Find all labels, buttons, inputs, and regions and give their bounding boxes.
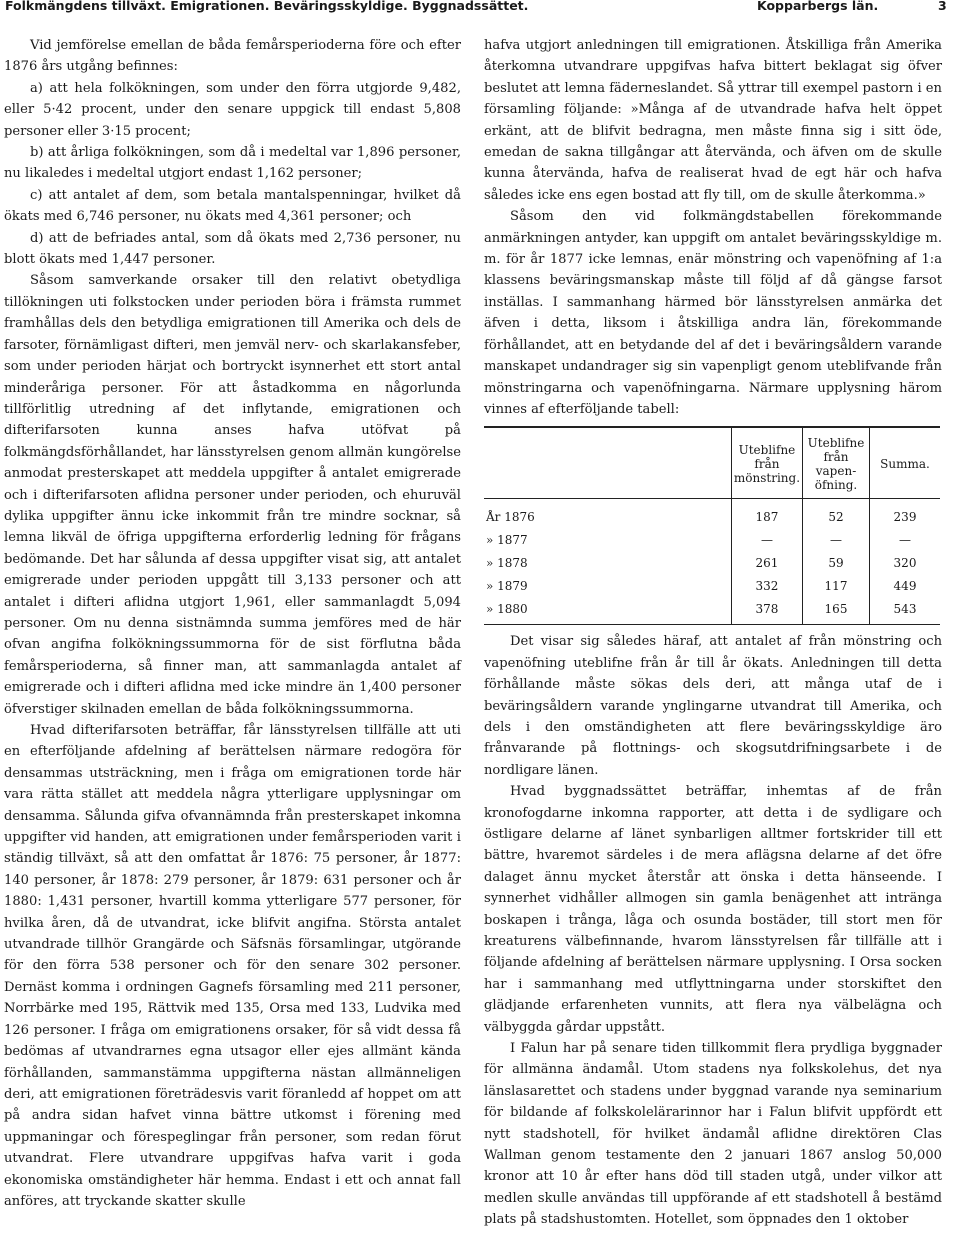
paragraph: Vid jemförelse emellan de båda femårsperioderna före och efter 1876 års utgång befinnes: — [4, 38, 461, 75]
table-cell: — — [803, 529, 870, 552]
table-cell: 59 — [803, 552, 870, 575]
table-cell-year: » 1879 — [486, 579, 528, 594]
paragraph: Såsom den vid folkmängdstabellen förekommande anmärkningen antyder, kan uppgift om antalet beväringsskyldige m. m. för år 1877 icke lemnas, enär mönstring och vapenöfning af 1:a klassens beväringsmanskap måste till följd af då gängse farsot inställas. I sammanhang härmed bör länsstyrelsen anmärka det äfven i detta, liksom i åtskilliga andra län, förekommande förhållandet, att en betydande del af det i beväringsåldern varande manskapet undandrager sig sin vapenpligt genom uteblifvande från mönstringarna och vapenöfningarna. Närmare upplysning härom vinnes af efterföljande tabell: — [484, 209, 942, 417]
table-row — [484, 552, 940, 575]
table-cell: 378 — [731, 598, 802, 625]
table-cell: 52 — [803, 499, 870, 530]
table-cell: 165 — [803, 598, 870, 625]
table-header: Uteblifne från mönstring. — [731, 427, 802, 499]
page-header — [0, 0, 960, 16]
table-cell-year: År 1876 — [486, 510, 535, 525]
header-county: Kopparbergs län. — [757, 0, 879, 13]
paragraph: Hvad difterifarsoten beträffar, får länsstyrelsen tillfälle att uti en efterföljande afdelning af berättelsen närmare redogöra för densammas utsträckning, men i fråga om emigrationen torde här vara rätta stället att meddela några ytterligare upplysningar om densamma. Sålunda gifva ofvannämnda från presterskapet inkomna uppgifter vid handen, att emigrationen under femårsperioden varit i ständig tillväxt, så att den omfattat år 1876: 75 personer, år 1877: 140 personer, år 1878: 279 personer, år 1879: 631 personer och år 1880: 1,431 personer, hvartill komma ytterligare 577 personer, för hvilka åren, då de utvandrat, icke blifvit angifna. Största antalet utvandrade tillhör Grangärde och Säfsnäs församlingar, utgörande för den förra 538 personer och för den senare 302 personer. Dernäst komma i ordningen Gagnefs församling med 211 personer, Norrbärke med 195, Rättvik med 135, Orsa med 133, Ludvika med 126 personer. I fråga om emigrationens orsaker, för så vidt dessa få bedömas af utvandrarnes egna utsagor eller ejes allmänt kända förhållanden, sammanstämma uppgifterna nästan allmänneligen deri, att emigrationen företrädesvis varit föranledd af hoppet om att på andra sidan hafvet vinna bättre utkomst i förening med uppmaningar och förespeglingar från personer, som redan förut utvandrat. Flere utvandrare uppgifvas hafva varit i goda ekonomiska omständigheter här hemma. Endast i ett och annat fall anföres, att tryckande skatter skulle — [4, 723, 461, 1209]
paragraph: hafva utgjort anledningen till emigrationen. Åtskilliga från Amerika återkomna utvandrare uppgifvas hafva bittert beklagat sig öfver beslutet att lemna fäderneslandet. Så yttrar till exempel pastorn i en församling följande: »Många af de utvandrade hafva helt öppet erkänt, att de blifvit bedragna, men måste finna sig i sitt öde, emedan de sakna tillgångar att återvända, och äfven om de skulle kunna återvända, hafva de realiserat hvad de egt här och hafva således icke ens egen bostad att fly till, om de skulle återkomma.» — [484, 38, 942, 203]
table-cell-year: » 1877 — [486, 533, 528, 548]
table-row — [484, 598, 940, 625]
left-column — [4, 35, 461, 1212]
paragraph: I Falun har på senare tiden tillkommit flera prydliga byggnader för allmänna ändamål. Utom stadens nya folkskolehus, det nya länslasarettet och stadens under byggnad varande nya seminarium för bildande af folkskolelärarinnor har i Falun blifvit uppfördt ett nytt stadshotell, för hvilket ändamål aflidne direktören Clas Wallman genom testamente den 2 januari 1867 anslog 50,000 kronor att 10 år efter hans död till staden utgå, under vilkor att medlen skulle användas till uppförande af ett stadshotell å bestämd plats på stadshustomten. Hotellet, som öppnades den 1 oktober — [484, 1041, 942, 1228]
table-cell: 261 — [731, 552, 802, 575]
table-corner — [484, 427, 731, 499]
table-cell-year: » 1880 — [484, 598, 731, 625]
table-row — [484, 499, 940, 530]
right-column — [484, 35, 942, 1231]
list-item: b) att årliga folkökningen, som då i medeltal var 1,896 personer, nu likaledes i medeltal utgjort endast 1,162 personer; — [4, 145, 461, 182]
paragraph: Såsom samverkande orsaker till den relativt obetydliga tillökningen uti folkstocken under perioden böra i främsta rummet framhållas dels den betydliga emigrationen till Amerika och dels de farsoter, förnämligast difteri, men jemväl nerv- och skarlakansfeber, som under perioden härjat och bortryckt isynnerhet ett stort antal minderåriga personer. För att åstadkomma en någorlunda tillförlitlig utredning af det inflytande, emigrationen och difterifarsoten kunna anses hafva utöfvat på folkmängdsförhållandet, har länsstyrelsen genom allmän kungörelse anmodat presterskapet att meddela uppgifter å antalet emigrerade och i difterifarsoten aflidna personer under perioden, och ehuruväl dylika uppgifter ännu icke inkommit från tre mindre socknar, så lemna likväl de öfriga uppgifterna erforderlig ledning för frågans bedömande. Det har sålunda af dessa uppgifter visat sig, att antalet emigrerade under perioden uppgått till 3,133 personer och att antalet i difteri aflidna utgjort 1,961, eller sammanlagdt 5,094 personer. Om nu denna sistnämnda summa jemföres med de här ofvan angifna folkökningssummorna för de sist förflutna båda femårsperioderna, så finner man, att sammanlagda antalet af emigrerade och i difteri aflidna med icke mindre än 1,400 personer öfverstiger skilnaden emellan de båda folkökningssummorna. — [4, 273, 461, 717]
header-topics: Folkmängdens tillväxt. Emigrationen. Beväringsskyldige. Byggnadssättet. — [5, 0, 529, 13]
list-item: d) att de befriades antal, som då ökats med 2,736 personer, nu blott ökats med 1,447 personer. — [4, 230, 461, 268]
table-row — [484, 575, 940, 598]
list-item: a) att hela folkökningen, som under den förra utgjorde 9,482, eller 5·42 procent, under den senare uppgick till endast 5,808 personer eller 3·15 procent; — [4, 80, 461, 139]
page-number: 3 — [938, 0, 947, 13]
table-cell: 117 — [803, 575, 870, 598]
table-cell: 449 — [870, 575, 941, 598]
table-cell-year: » 1878 — [486, 556, 528, 571]
table-cell: — — [870, 529, 941, 552]
table-header: Summa. — [870, 427, 941, 499]
absence-table — [484, 426, 940, 625]
table-cell: 239 — [870, 499, 941, 530]
table-header: Uteblifne från vapen-öfning. — [803, 427, 870, 499]
table-cell: 332 — [731, 575, 802, 598]
paragraph: Hvad byggnadssättet beträffar, inhemtas af de från kronofogdarne inkomna rapporter, att detta i de sydligare och östligare delarne af länet synbarligen alltmer fortskrider till ett bättre, hvaremot särdeles i de mera aflägsna delarne af det öfre dalaget ännu mycket återstår att önska i detta hänseende. I synnerhet vidhåller allmogen sin gamla benägenhet att intränga boskapen i trånga, låga och osunda bostäder, till stort men för kreaturens välbefinnande, hvarom länsstyrelsen får tillfälle att i följande afdelning af berättelsen närmare upplysning. I Orsa socken har i sammanhang med utflyttningarna under storskiftet den glädjande erfarenheten vunnits, att flera nya välbelägna och välbyggda gårdar uppstått. — [484, 784, 942, 1035]
paragraph: Det visar sig således häraf, att antalet af från mönstring och vapenöfning uteblifne från år till år ökats. Anledningen till detta förhållande måste sökas dels deri, att många utaf de i beväringsåldern varande ynglingarne utvandrat till Amerika, och dels i den omständigheten att flere beväringsskyldige äro frånvarande på flottnings- och skogsutdrifningsarbete i de nordligare länen. — [484, 634, 942, 778]
table-cell: — — [731, 529, 802, 552]
table-row — [484, 529, 940, 552]
table-cell: 187 — [731, 499, 802, 530]
list-item: c) att antalet af dem, som betala mantalspenningar, hvilket då ökats med 6,746 personer, nu ökats med 4,361 personer; och — [4, 187, 461, 225]
table-cell: 543 — [870, 598, 941, 625]
table-cell: 320 — [870, 552, 941, 575]
